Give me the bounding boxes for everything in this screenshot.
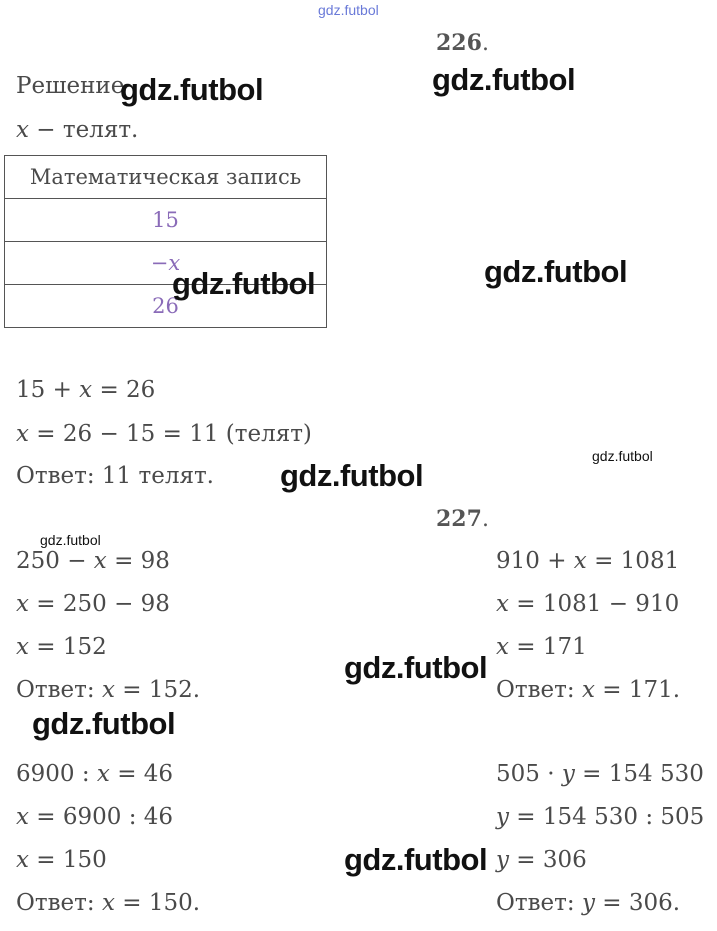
solution-label: Решение — [16, 73, 125, 99]
task-number-226: 226. — [436, 30, 489, 56]
equation-line: y = 306 — [496, 847, 587, 873]
watermark: gdz.futbol — [432, 62, 576, 97]
equation-line: x = 26 − 15 = 11 (телят) — [16, 421, 312, 447]
watermark-small: gdz.futbol — [40, 532, 101, 548]
equation-line: x = 1081 − 910 — [496, 591, 680, 617]
equation-line: x = 150 — [16, 847, 107, 873]
table-cell: 26 — [5, 285, 327, 328]
answer-line: Ответ: x = 152. — [16, 677, 201, 703]
watermark: gdz.futbol — [344, 842, 488, 877]
equation-line: 505 · y = 154 530 — [496, 761, 704, 787]
task-number-226-text: 226 — [436, 30, 482, 56]
answer-line: Ответ: 11 телят. — [16, 463, 214, 489]
equation-line: 250 − x = 98 — [16, 548, 170, 574]
watermark: gdz.futbol — [484, 254, 628, 289]
answer-line: Ответ: x = 171. — [496, 677, 681, 703]
table-cell: −x — [5, 242, 327, 285]
watermark: gdz.futbol — [172, 266, 316, 301]
watermark-small: gdz.futbol — [592, 448, 653, 464]
answer-line: Ответ: x = 150. — [16, 890, 201, 916]
equation-line: x = 250 − 98 — [16, 591, 170, 617]
equation-line: x = 152 — [16, 634, 107, 660]
task-number-227-text: 227 — [436, 506, 482, 532]
equation-line: x = 6900 : 46 — [16, 804, 174, 830]
equation-line: 15 + x = 26 — [16, 377, 156, 403]
equation-line: 910 + x = 1081 — [496, 548, 680, 574]
watermark: gdz.futbol — [32, 706, 176, 741]
variable-definition: x − телят. — [16, 117, 139, 143]
answer-line: Ответ: y = 306. — [496, 890, 681, 916]
equation-line: x = 171 — [496, 634, 587, 660]
watermark: gdz.futbol — [120, 72, 264, 107]
equation-line: y = 154 530 : 505 — [496, 804, 705, 830]
table-cell: 15 — [5, 199, 327, 242]
math-record-table — [4, 155, 327, 328]
table-header: Математическая запись — [5, 156, 327, 199]
equation-line: 6900 : x = 46 — [16, 761, 174, 787]
watermark: gdz.futbol — [280, 458, 424, 493]
watermark: gdz.futbol — [344, 650, 488, 685]
watermark-top: gdz.futbol — [318, 2, 379, 18]
task-number-227: 227. — [436, 506, 489, 532]
